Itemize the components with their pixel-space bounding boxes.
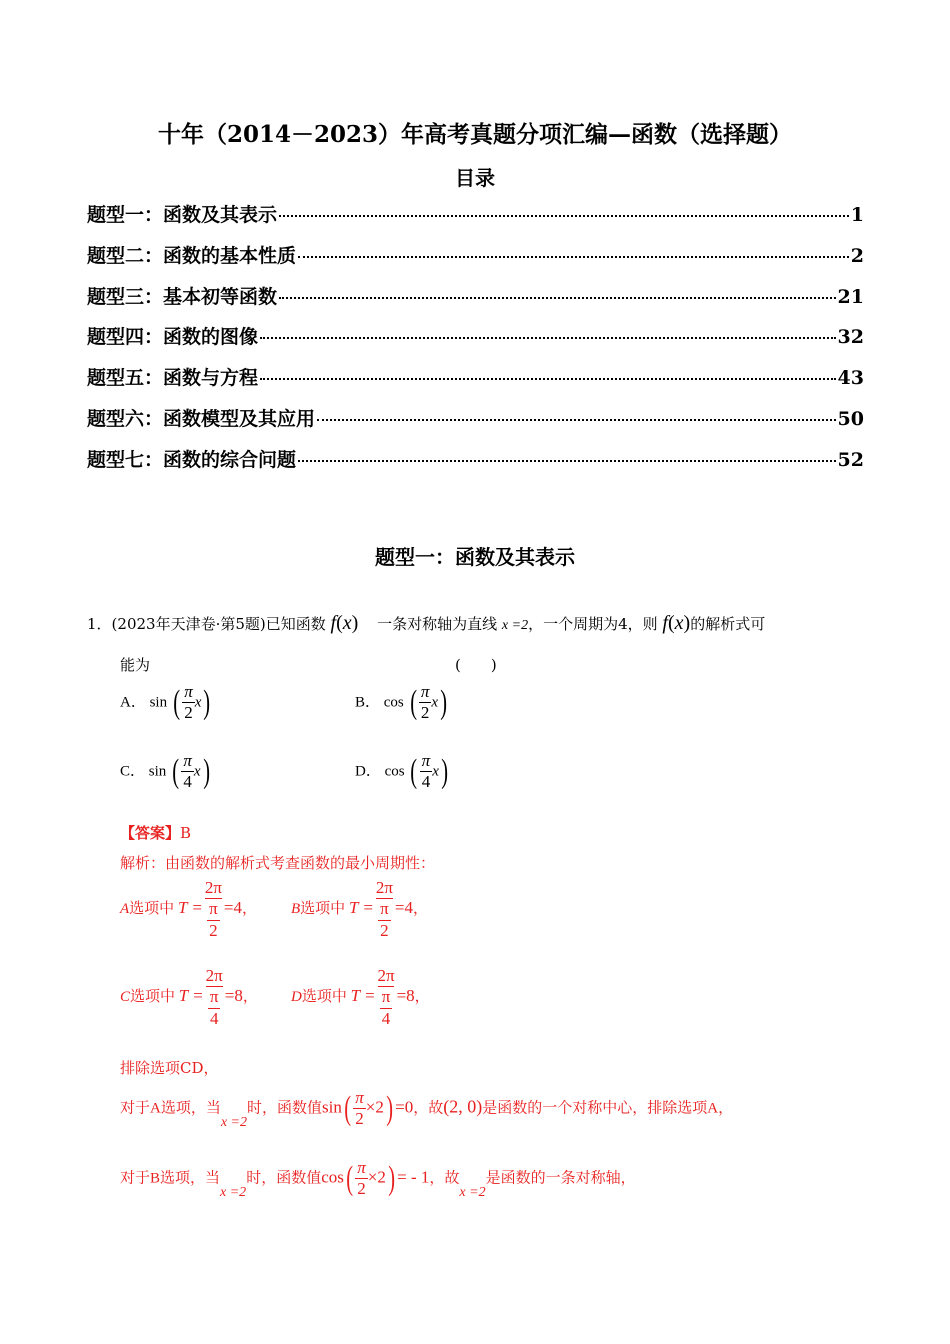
check-text: 时，函数值 — [247, 1100, 323, 1117]
fraction-denominator: 4 — [421, 772, 431, 792]
paren-close: ) — [388, 1159, 395, 1197]
toc-leader-dots — [279, 297, 836, 299]
option-ref: C — [120, 989, 131, 1006]
toc-leader-dots — [279, 215, 849, 217]
analysis-intro: 解析：由函数的解析式考查函数的最小周期性： — [120, 854, 436, 872]
answer-blank: ( ) — [455, 656, 497, 674]
function-var: x — [674, 612, 684, 634]
check-text: ，故 — [429, 1170, 460, 1187]
fraction-denominator: 4 — [183, 772, 192, 792]
paren-close: ) — [203, 683, 211, 721]
fraction-numerator: 2π — [205, 966, 223, 985]
fraction-numerator: π — [355, 1088, 364, 1107]
option-var: x — [193, 763, 201, 780]
toc-leader-dots — [260, 337, 836, 339]
function-name: f — [662, 612, 668, 634]
answer-label: 【答案】 — [120, 824, 181, 842]
fraction — [182, 682, 195, 724]
check-text: ，故 — [413, 1100, 444, 1117]
period-fraction — [204, 966, 225, 1029]
toc-entry-label: 题型三：基本初等函数 — [87, 285, 278, 308]
check-times: ×2 — [367, 1167, 386, 1187]
toc-heading: 目录 — [455, 166, 495, 190]
paren-close: ) — [683, 612, 691, 634]
paren-close: ) — [202, 752, 210, 790]
option-letter: C． — [120, 763, 146, 780]
toc-leader-dots — [298, 460, 836, 462]
toc-entry-label: 题型七：函数的综合问题 — [87, 448, 297, 471]
separator: ， — [413, 901, 429, 918]
function-var: x — [342, 612, 352, 634]
option-var: x — [431, 694, 439, 711]
question-line-2: 能为 — [120, 656, 151, 674]
fraction-numerator: π — [381, 987, 391, 1007]
option-ref: B — [291, 901, 301, 918]
paren-open: ( — [172, 752, 180, 790]
option-letter: A． — [120, 694, 146, 711]
paren-open: ( — [344, 1089, 351, 1127]
toc-leader-dots — [317, 419, 836, 421]
option-ref-tail: 选项中 — [129, 901, 175, 918]
fraction-numerator: π — [421, 751, 431, 770]
fraction — [353, 1088, 366, 1130]
fraction — [419, 682, 432, 724]
toc-entry-page: 52 — [837, 448, 864, 471]
check-condition: x =2 — [220, 1115, 248, 1131]
option-ref-tail: 选项中 — [130, 989, 176, 1006]
toc-entry-page: 50 — [837, 407, 864, 430]
fraction — [420, 751, 433, 793]
fraction-denominator: 2 — [184, 703, 193, 723]
paren-open: ( — [173, 683, 180, 721]
toc-leader-dots — [298, 256, 849, 258]
toc-leader-dots — [260, 378, 836, 380]
toc-entry-page: 2 — [850, 244, 864, 267]
period-result: =8 — [224, 986, 243, 1006]
fraction-denominator: 4 — [381, 1008, 391, 1028]
toc-entry-label: 题型六：函数模型及其应用 — [87, 407, 316, 430]
question-text: ，一个周期为4，则 — [528, 615, 658, 633]
period-b — [291, 878, 428, 941]
question-text: 的解析式可 — [690, 615, 766, 633]
answer-line — [120, 822, 191, 843]
toc-entry-page: 43 — [837, 367, 864, 390]
fraction-numerator: π — [209, 899, 218, 919]
paren-open: ( — [409, 683, 417, 721]
section-heading: 题型一：函数及其表示 — [375, 545, 575, 569]
period-fraction — [203, 878, 224, 941]
fraction-numerator: π — [420, 682, 430, 701]
check-text: 是函数的一条对称轴， — [485, 1170, 636, 1187]
paren-open: ( — [667, 612, 675, 634]
period-symbol: T = — [177, 898, 203, 918]
check-text: 对于B选项，当 — [120, 1170, 221, 1187]
toc-entry[interactable] — [87, 282, 864, 323]
option-func: sin — [149, 694, 168, 711]
period-fraction — [374, 878, 395, 941]
option-var: x — [432, 763, 439, 780]
separator: ， — [414, 989, 430, 1006]
check-result: =0 — [395, 1097, 414, 1117]
fraction-denominator: 2 — [357, 1179, 366, 1199]
document-title: 十年（2014－2023）年高考真题分项汇编—函数（选择题） — [157, 121, 793, 148]
fraction-denominator: 4 — [209, 1008, 219, 1028]
period-fraction — [375, 966, 396, 1029]
check-condition: x =2 — [459, 1185, 486, 1201]
check-option-a — [120, 1088, 733, 1130]
fraction-denominator: 2 — [209, 920, 218, 940]
period-d — [291, 966, 430, 1029]
fraction-denominator: 2 — [420, 703, 430, 723]
toc-entry[interactable] — [87, 322, 864, 363]
period-symbol: T = — [348, 898, 374, 918]
option-var: x — [194, 694, 202, 711]
paren-close: ) — [351, 612, 359, 634]
question-number: 1． — [87, 615, 112, 633]
toc-entry-page: 32 — [837, 326, 864, 349]
option-letter: B． — [355, 694, 381, 711]
toc-entry-label: 题型二：函数的基本性质 — [87, 244, 297, 267]
fraction-numerator: 2π — [204, 878, 222, 897]
question-source: (2023年天津卷·第5题)已知函数 — [111, 615, 326, 633]
fraction — [181, 751, 194, 793]
check-times: ×2 — [365, 1097, 384, 1117]
option-func: cos — [384, 763, 405, 780]
check-func: sin — [322, 1097, 342, 1117]
function-name: f — [330, 612, 337, 634]
check-condition: x =2 — [220, 1185, 247, 1201]
paren-close: ) — [386, 1089, 393, 1127]
period-result: =4 — [223, 898, 242, 918]
toc-entry-page: 1 — [850, 204, 864, 226]
option-ref-tail: 选项中 — [301, 989, 347, 1006]
fraction-numerator: π — [380, 899, 389, 919]
fraction-denominator: 2 — [355, 1109, 364, 1129]
symmetry-point: (2, 0) — [443, 1096, 483, 1117]
fraction-numerator: π — [357, 1158, 366, 1177]
line-equation: x =2 — [501, 618, 529, 633]
option-a[interactable] — [120, 682, 213, 724]
toc-entry-label: 题型四：函数的图像 — [87, 326, 259, 349]
paren-close: ) — [441, 752, 448, 790]
fraction — [355, 1158, 368, 1200]
toc-entry[interactable] — [87, 200, 864, 241]
separator: ， — [242, 901, 258, 918]
fraction-numerator: 2π — [377, 966, 395, 985]
check-text: 对于A选项，当 — [120, 1100, 221, 1117]
fraction-numerator: 2π — [375, 878, 393, 897]
check-func: cos — [321, 1167, 344, 1187]
period-symbol: T = — [350, 986, 376, 1006]
fraction-numerator: π — [183, 751, 192, 770]
check-text: 时，函数值 — [246, 1170, 322, 1187]
question-line-1 — [87, 612, 765, 635]
toc-entry-page: 21 — [837, 285, 864, 308]
toc-entry[interactable] — [87, 363, 864, 404]
paren-open: ( — [336, 612, 343, 634]
fraction-denominator: 2 — [380, 920, 389, 940]
option-ref-tail: 选项中 — [300, 901, 346, 918]
table-of-contents — [87, 200, 864, 486]
check-text: 是函数的一个对称中心，排除选项A， — [482, 1100, 734, 1117]
option-d[interactable] — [355, 751, 450, 793]
toc-entry-label: 题型五：函数与方程 — [87, 367, 259, 390]
answer-value: B — [180, 824, 192, 842]
option-letter: D． — [355, 763, 381, 780]
toc-entry[interactable] — [87, 445, 864, 486]
paren-close: ) — [440, 683, 448, 721]
option-ref: D — [291, 989, 302, 1006]
period-result: =4 — [394, 898, 413, 918]
toc-entry-label: 题型一：函数及其表示 — [87, 204, 278, 226]
option-b[interactable] — [355, 682, 449, 724]
check-option-b — [120, 1158, 636, 1200]
paren-open: ( — [410, 752, 418, 790]
toc-entry[interactable] — [87, 404, 864, 445]
separator: ， — [242, 989, 258, 1006]
check-result: = - 1 — [397, 1167, 430, 1187]
question-text: 一条对称轴为直线 — [377, 615, 498, 633]
paren-open: ( — [346, 1159, 353, 1197]
exclude-cd: 排除选项CD， — [120, 1059, 219, 1077]
fraction-numerator: π — [184, 682, 193, 701]
period-a — [120, 878, 257, 941]
option-ref: A — [120, 901, 130, 918]
period-result: =8 — [396, 986, 415, 1006]
period-symbol: T = — [178, 986, 204, 1006]
option-func: cos — [383, 694, 404, 711]
option-func: sin — [148, 763, 167, 780]
fraction-numerator: π — [209, 987, 219, 1007]
period-c — [120, 966, 258, 1029]
option-c[interactable] — [120, 751, 212, 793]
toc-entry[interactable] — [87, 241, 864, 282]
